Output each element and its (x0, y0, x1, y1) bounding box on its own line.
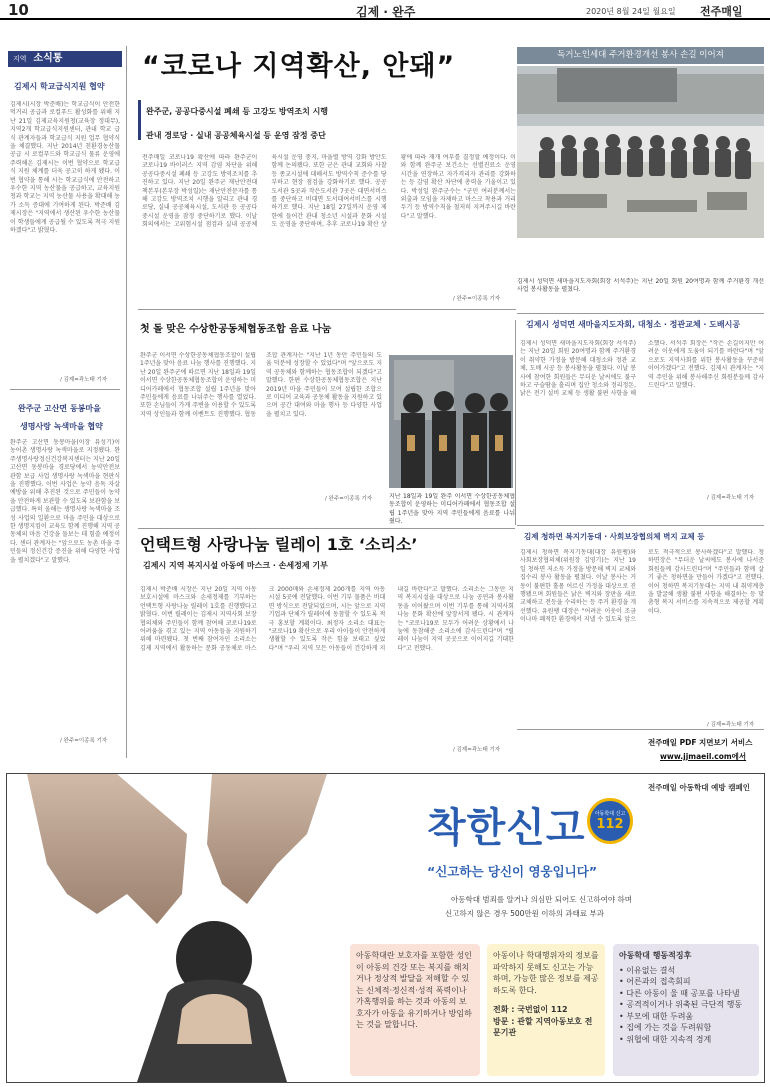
sidebar-tag (8, 51, 122, 67)
main-headline: “코로나 지역확산, 안돼” (142, 51, 456, 82)
article4-body: 김제시 청하면 복지기동대(대장 유원팽)와 사회보장협의체(위원장 김영기)는 지난 19일 청하면 저소득 가정을 방문해 벽지 교체와 집수리 봉사 활동을 펼쳤다. 이날 봉사는 거동이 불편한 홀몸 어르신 가정을 대상으로 진행됐으며 회원들은 낡은 벽지와 장판을 새로 교체하고 전등을 수리하는 등 주거 환경을 개선했다. 유원팽 대장은 "어려운 이웃이 조금이나마 쾌적한 환경에서 지낼 수 있도록 앞으로도 적극적으로 봉사하겠다"고 말했다. 청하면장은 "무더운 날씨에도 봉사에 나서준 회원들께 감사드린다"며 "주민들과 함께 살기 좋은 청하면을 만들어 가겠다"고 전했다. 이어 청하면 복지기동대는 지역 내 취약계층을 발굴해 생활 불편 사항을 해결하는 등 맞춤형 복지 서비스를 지속적으로 제공할 계획이다. (520, 549, 764, 624)
ad-box-definition-text: 아동학대란 보호자를 포함한 성인이 아동의 건강 또는 복지를 해치거나 정상적 발달을 저해할 수 있는 신체적·정신적·성적 폭력이나 가혹행위를 하는 것과 아동의 보호자가 아동을 유기하거나 방임하는 것을 말합니다. (356, 951, 472, 1029)
right-divider-2 (517, 525, 764, 526)
sidebar-article2-body: 완주군 고산면 동봉마을(이장 유성기)이 농어촌 생명사랑 녹색마을로 지정됐다. 완주생명사랑정신건강복지센터는 지난 20일 고산면 동봉마을 경로당에서 농약안전보관함 보급 사업 생명사랑 녹색마을 현판식을 진행했다. 이번 사업은 농약 음독 자살 예방을 위해 추진된 것으로 주민들이 농약을 안전하게 보관할 수 있도록 보관함을 보급했다. 특히 올해는 생명사랑 녹색마을 조성 사업의 일환으로 마을 주민을 대상으로 한 생명지킴이 교육도 함께 진행해 지역 공동체의 마음 건강을 돌보는 데 힘쓸 예정이다. 센터 관계자는 "앞으로도 농촌 마을 주민들의 정신건강 증진을 위해 다양한 사업을 펼치겠다"고 말했다. (10, 439, 120, 564)
hands-illustration (7, 774, 367, 1082)
sidebar-article1-body: 김제시(시장 박준배)는 학교급식이 안전한 먹거리 공급과 로컬푸드 활성화를 위해 지난 21일 김제교육지원청(교육장 정대무), 지역2개 학교급식지원센터, 관내 학교 급식 관계자들과 학교급식 지원 업무 협약식을 체결했다. 지난 2014년 친환경농산물 공급 시 로컬푸드와 학교급식 물류 운영에 주력해온 김제시는 이번 협약으로 학교급식 지원 체계를 더욱 공고히 하게 됐다. 이번 협약을 통해 시는 학교급식에 안전하고 우수한 지역 농산물을 공급하고, 교육지원청과 학교는 지역 농산물 사용을 확대해 농가 소득 증대에 기여하게 된다. 박준배 김제시장은 "지역에서 생산된 우수한 농산물이 학생들에게 공급될 수 있도록 적극 지원하겠다"고 밝혔다. (10, 101, 120, 235)
page-header (0, 0, 770, 20)
ad-sign-item: • 다른 아동이 울 때 공포를 나타냄 (619, 988, 740, 998)
ad-brand: 착한신고 (427, 805, 586, 851)
mid-article-title: 첫 돌 맞은 수상한공동체협동조합 음료 나눔 (140, 324, 332, 335)
mid-article-byline: / 완주=이종록 기자 (325, 496, 373, 502)
photo-band-label: 독거노인세대 주거환경개선 봉사 손길 이어져 (557, 50, 724, 60)
ad-campaign-label: 전주매일 아동학대 예방 캠페인 (647, 783, 750, 792)
sidebar-divider (10, 389, 120, 390)
child-abuse-ad (6, 773, 765, 1083)
article2-title: 김제시 성덕면 새마을지도자회, 대청소 · 정관교체 · 도배시공 (526, 320, 741, 329)
relay-top-rule (138, 528, 515, 529)
ad-sign-item: • 어른과의 접촉회피 (619, 977, 691, 986)
ad-box-definition (350, 944, 480, 1076)
ad-sign-item: • 위협에 대한 지속적 경계 (619, 1034, 712, 1044)
ad-box-signs (613, 944, 759, 1076)
sidebar-article1-title: 김제시 학교급식지원 협약 (14, 82, 105, 91)
sidebar-article2-title: 완주군 고산면 동봉마을 (18, 404, 101, 413)
sidebar-tag-region: 지역 (13, 55, 27, 63)
main-subtitle-1: 완주군, 공공다중시설 폐쇄 등 고강도 방역조치 시행 (146, 107, 329, 116)
ad-sign-item: • 집에 가는 것을 두려워함 (619, 1023, 712, 1032)
page-number: 10 (8, 1, 29, 19)
coop-photo-caption: 지난 18일과 19일 완주 이서면 수상한공동체협동조합이 운영하는 미디어카페에서 협동조합 설립 1주년을 맞아 지역 주민들에게 음료를 나눠 줬다. (389, 493, 515, 526)
relay-article-byline: / 김제=곽노태 기자 (453, 747, 501, 753)
right-divider-3 (517, 729, 764, 730)
article2-body: 김제시 성덕면 새마을지도자회(회장 서석주)는 지난 20일 회원 20여명과 함께 주거환경이 취약한 가정을 방문해 대청소와 정관 교체, 도배 시공 등 봉사활동을 펼쳤다. 이날 봉사에 참여한 회원들은 무더운 날씨에도 불구하고 구슬땀을 흘리며 집안 청소와 정리정돈, 낡은 전기 설비 교체 등 생활 불편 사항을 해소했다. 서석주 회장은 "작은 손길이지만 어려운 이웃에게 도움이 되기를 바란다"며 "앞으로도 지역사회를 위한 봉사활동을 꾸준히 이어가겠다"고 전했다. 김제시 관계자는 "지역 주민을 위해 봉사해주신 회원분들께 감사드린다"고 말했다. (520, 340, 764, 398)
ad-sign-item: • 부모에 대한 두려움 (619, 1011, 694, 1021)
ad-sign-item: • 이유없는 결석 (619, 965, 676, 975)
sidebar-tag-label: 소식통 (33, 53, 63, 64)
coop-drinks-photo (389, 355, 513, 488)
relay-article-subtitle: 김제시 지역 복지시설 아동에 마스크 · 손세정제 기부 (143, 561, 328, 570)
ad-badge-number: 112 (596, 817, 624, 832)
newspaper-name: 전주매일 (700, 5, 743, 18)
volunteer-group-photo (517, 66, 764, 238)
article2-byline: / 김제=곽노태 기자 (707, 495, 755, 501)
sidebar-article1-byline: / 김제=곽노태 기자 (60, 377, 108, 383)
sidebar-article2-byline: / 완주=이종록 기자 (60, 738, 108, 744)
ad-slogan: “신고하는 당신이 영웅입니다” (427, 864, 598, 879)
ad-box-report-text: 아동이나 학대행위자의 정보를 파악하지 못해도 신고는 가능하며, 가능한 많은 정보를 제공하도록 한다. (493, 951, 599, 995)
main-subtitle-2: 관내 경로당 · 실내 공공체육시설 등 운영 잠정 중단 (146, 131, 326, 140)
ad-box-report-visit: 방문 : 관할 지역아동보호 전문기관 (493, 1016, 593, 1037)
ad-lead-1: 아동학대 범죄를 알거나 의심만 되어도 신고하여야 하며 (451, 895, 632, 904)
relay-article-body: 김제시 박준배 시장은 지난 20일 지역 아동 보호시설에 마스크와 손세정제를 기부하는 언택트형 사랑나눔 릴레이 1호를 진행했다고 밝혔다. 이번 릴레이는 김제시 지역사회 보장협의체와 주민들이 함께 참여해 코로나19로 어려움을 겪고 있는 지역 아동들을 지원하기 위해 마련됐다. 첫 번째 참여자인 소리소는 김제 지역에서 활동하는 문화 공동체로 마스크 2000매와 손세정제 200개를 지역 아동시설 5곳에 전달했다. 이번 기부 물품은 비대면 방식으로 전달되었으며, 시는 앞으로 지역 기업과 단체가 릴레이에 동참할 수 있도록 적극 홍보할 계획이다. 최정자 소리소 대표는 "코로나19 확산으로 우리 아이들이 안전하게 생활할 수 있도록 작은 힘을 보태고 싶었다"며 "우리 지역 모든 아동들이 건강하게 지내길 바란다"고 말했다. 소리소는 그동안 지역 복지시설을 대상으로 나눔 공연과 봉사활동을 이어왔으며 이번 기부를 통해 지역사회 나눔 문화 확산에 앞장서게 됐다. 시 관계자는 "코로나19로 모두가 어려운 상황에서 나눔에 동참해준 소리소에 감사드린다"며 "릴레이 나눔이 지역 곳곳으로 이어지길 기대한다"고 전했다. (140, 586, 514, 652)
ad-badge (587, 798, 633, 844)
main-subtitle-bar (138, 100, 141, 140)
article4-byline: / 김제=곽노태 기자 (707, 722, 755, 728)
mid-article-body: 완주군 이서면 수상한공동체협동조합이 설립 1주년을 맞아 음료 나눔 행사를 진행했다. 지난 20일 완주군에 따르면 지난 18일과 19일 이서면 수상한공동체협동조합이 운영하는 미디어카페에서 협동조합 설립 1주년을 맞아 주민들에게 음료를 나눠주는 행사를 열었다. 또한 손님들이 가게 주변을 이용할 수 있도록 지역 상인들과 함께 이벤트도 진행했다. 협동조합 관계자는 "지난 1년 동안 주민들의 도움 덕분에 성장할 수 있었다"며 "앞으로도 지역 공동체와 함께하는 협동조합이 되겠다"고 말했다. 한편 수상한공동체협동조합은 지난 2019년 마을 주민들이 모여 설립한 조합으로 미디어 교육과 공동체 활동을 지원하고 있으며 공간 대여와 마을 행사 등 다양한 사업을 펼치고 있다. (140, 352, 382, 418)
right-divider (517, 313, 764, 314)
ad-lead-2: 신고하지 않은 경우 500만원 이하의 과태료 부과 (445, 909, 605, 918)
sidebar-border (126, 46, 127, 758)
ad-badge-label: 아동학대 신고 (594, 811, 626, 817)
relay-article-title: 언택트형 사랑나눔 릴레이 1호 ‘소리소’ (140, 535, 418, 554)
volunteer-photo-caption: 김제시 성덕면 새마을지도자회(회장 서석주)는 지난 20일 회원 20여명과 함께 주거환경 개선사업 봉사활동을 펼쳤다. (517, 278, 764, 294)
issue-date: 2020년 8월 24일 월요일 (586, 7, 676, 16)
column-border (515, 320, 516, 525)
sidebar-article2-subtitle: 생명사랑 녹색마을 협약 (20, 422, 103, 431)
main-divider (138, 309, 516, 310)
photo-band (517, 47, 764, 64)
ad-box-report-phone: 전화 : 국번없이 112 (493, 1005, 568, 1014)
ad-box-signs-title: 아동학대 행동적징후 (619, 951, 692, 960)
pdf-service-url[interactable]: www.jjmaeil.com에서 (660, 752, 747, 761)
main-article-body: 전주매일 코로나19 확산에 따라 완주군이 코로나19 바이러스 지역 감염 차단을 위해 공공다중시설 폐쇄 등 고강도 방역조치를 추진하고 있다. 지난 20일 완주군 재난안전대책본부(본부장 박성일)는 재난안전문자를 통해 고강도 방역조치 시행을 알리고 관내 경로당, 실내 공공체육시설, 도서관 등 공공다중시설 운영을 잠정 중단하기로 했다. 이날 회의에서는 고위험시설 점검과 실내 공공체육시설 운영 중지, 마을별 방역 강화 방안도 함께 논의됐다. 또한 군은 관내 교회와 사찰 등 종교시설에 대해서도 방역수칙 준수를 당부하고 현장 점검을 강화하기로 했다. 공공도서관 5곳과 작은도서관 7곳은 대면서비스를 중단하고 비대면 도서대여서비스를 시행하기로 했다. 지난 18일 27일까지 운영 제한에 들어간 관내 청소년 시설과 문화 시설도 운영을 중단하며, 추후 코로나19 확산 상황에 따라 재개 여부를 결정할 예정이다. 이와 함께 완주군 보건소는 선별진료소 운영 시간을 연장하고 자가격리자 관리를 강화하는 등 감염 확산 차단에 총력을 기울이고 있다. 박성일 완주군수는 "군민 여러분께서는 외출과 모임을 자제하고 마스크 착용과 거리두기 등 방역수칙을 철저히 지켜주시길 바란다"고 말했다. (142, 154, 516, 229)
article4-title: 김제 청하면 복지기동대 · 사회보장협의체 벽지 교체 등 (524, 532, 705, 541)
main-article-byline: / 완주=이종록 기자 (453, 296, 501, 302)
pdf-service-line: 전주매일 PDF 지면보기 서비스 (648, 738, 753, 747)
ad-sign-item: • 공격적이거나 위축된 극단적 행동 (619, 1000, 743, 1009)
ad-box-report (487, 944, 605, 1076)
section-title: 김제 · 완주 (356, 5, 416, 19)
